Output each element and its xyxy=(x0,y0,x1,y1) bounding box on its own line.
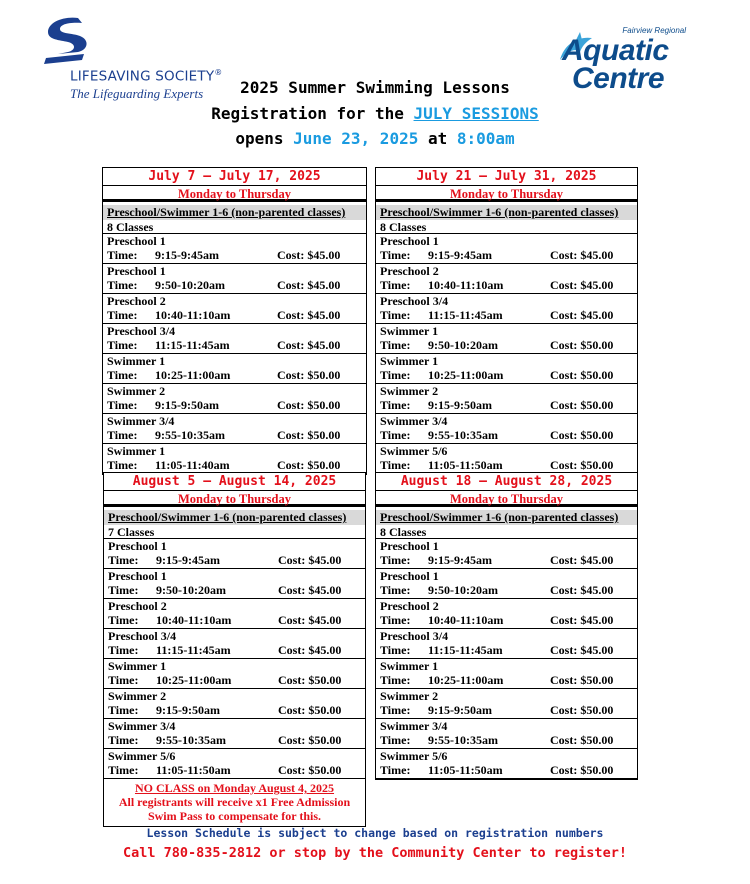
class-entry xyxy=(376,264,637,294)
class-time: 9:15-9:50am xyxy=(156,703,220,717)
july-sessions-link[interactable]: JULY SESSIONS xyxy=(413,104,539,123)
time-label: Time: xyxy=(107,398,138,412)
class-name: Preschool 1 xyxy=(107,234,166,248)
class-cost: Cost: $45.00 xyxy=(277,308,341,322)
class-time-row xyxy=(107,308,366,323)
class-time: 10:40-11:10am xyxy=(155,308,231,322)
time-label: Time: xyxy=(380,458,411,472)
class-time: 10:40-11:10am xyxy=(428,278,504,292)
class-cost: Cost: $50.00 xyxy=(277,398,341,412)
class-time-row xyxy=(380,673,637,688)
time-label: Time: xyxy=(380,308,411,322)
class-time-row xyxy=(107,248,366,263)
class-time-row xyxy=(380,338,637,353)
class-cost: Cost: $50.00 xyxy=(278,673,342,687)
class-entry xyxy=(103,294,366,324)
class-time-row xyxy=(380,248,637,263)
class-name: Preschool 1 xyxy=(380,569,439,583)
session-title: August 18 – August 28, 2025 xyxy=(376,473,637,491)
class-name: Swimmer 1 xyxy=(380,324,439,338)
class-entry xyxy=(376,659,637,689)
class-time-row xyxy=(380,583,637,598)
class-cost: Cost: $45.00 xyxy=(550,248,614,262)
class-name: Swimmer 5/6 xyxy=(380,444,448,458)
class-time: 9:50-10:20am xyxy=(156,583,226,597)
open-time: 8:00am xyxy=(456,129,515,148)
class-cost: Cost: $45.00 xyxy=(277,338,341,352)
time-label: Time: xyxy=(107,308,138,322)
time-label: Time: xyxy=(108,643,139,657)
class-name: Swimmer 5/6 xyxy=(380,749,448,763)
class-time: 9:15-9:50am xyxy=(428,703,492,717)
class-cost: Cost: $45.00 xyxy=(550,278,614,292)
class-time: 9:50-10:20am xyxy=(428,338,498,352)
time-label: Time: xyxy=(108,613,139,627)
class-time-row xyxy=(108,763,365,778)
class-cost: Cost: $45.00 xyxy=(550,553,614,567)
aquatic-centre-word-centre: Centre xyxy=(572,62,665,95)
time-label: Time: xyxy=(108,553,139,567)
class-time: 9:55-10:35am xyxy=(156,733,226,747)
class-entry xyxy=(104,719,365,749)
class-time-row xyxy=(107,458,366,473)
class-entry xyxy=(376,719,637,749)
time-label: Time: xyxy=(107,458,138,472)
time-label: Time: xyxy=(380,338,411,352)
lifesaving-society-name: LIFESAVING SOCIETY® xyxy=(70,68,223,85)
class-time: 9:15-9:45am xyxy=(156,553,220,567)
time-label: Time: xyxy=(107,338,138,352)
class-entry xyxy=(103,264,366,294)
class-count: 8 Classes xyxy=(376,220,637,234)
class-cost: Cost: $45.00 xyxy=(550,643,614,657)
class-entry xyxy=(376,294,637,324)
class-cost: Cost: $50.00 xyxy=(550,428,614,442)
class-time: 9:50-10:20am xyxy=(155,278,225,292)
class-time: 11:15-11:45am xyxy=(428,308,503,322)
class-time-row xyxy=(108,553,365,568)
time-label: Time: xyxy=(380,248,411,262)
class-name: Preschool 2 xyxy=(107,294,166,308)
class-time: 9:15-9:50am xyxy=(428,398,492,412)
class-entry xyxy=(103,354,366,384)
time-label: Time: xyxy=(107,368,138,382)
class-time: 10:25-11:00am xyxy=(428,368,504,382)
class-time: 11:15-11:45am xyxy=(155,338,230,352)
class-time-row xyxy=(108,673,365,688)
time-label: Time: xyxy=(107,428,138,442)
class-time-row xyxy=(380,368,637,383)
opens-line: opens June 23, 2025 at 8:00am xyxy=(235,129,515,148)
class-cost: Cost: $50.00 xyxy=(278,703,342,717)
class-cost: Cost: $45.00 xyxy=(278,553,342,567)
class-name: Preschool 1 xyxy=(107,264,166,278)
class-count: 8 Classes xyxy=(376,525,637,539)
class-entry xyxy=(376,444,637,474)
class-name: Preschool 1 xyxy=(108,539,167,553)
class-entry xyxy=(376,354,637,384)
class-name: Swimmer 5/6 xyxy=(108,749,176,763)
class-count: 8 Classes xyxy=(103,220,366,234)
class-time: 11:05-11:50am xyxy=(156,763,231,777)
class-time: 9:55-10:35am xyxy=(155,428,225,442)
class-time-row xyxy=(380,643,637,658)
class-name: Swimmer 1 xyxy=(107,444,166,458)
swim-pass-line: Swim Pass to compensate for this. xyxy=(147,809,322,823)
class-name: Swimmer 2 xyxy=(108,689,167,703)
time-label: Time: xyxy=(380,398,411,412)
time-label: Time: xyxy=(108,583,139,597)
class-entry xyxy=(103,384,366,414)
class-cost: Cost: $50.00 xyxy=(550,338,614,352)
time-label: Time: xyxy=(380,673,411,687)
lifesaving-tagline: The Lifeguarding Experts xyxy=(70,86,204,101)
session-days: Monday to Thursday xyxy=(104,491,365,507)
class-entry xyxy=(104,599,365,629)
class-cost: Cost: $50.00 xyxy=(550,703,614,717)
class-cost: Cost: $50.00 xyxy=(550,673,614,687)
register-call-to-action: Call 780-835-2812 or stop by the Community Center to register! xyxy=(123,845,627,861)
time-label: Time: xyxy=(380,583,411,597)
lifesaving-swoosh-icon xyxy=(38,14,90,72)
time-label: Time: xyxy=(380,553,411,567)
class-cost: Cost: $45.00 xyxy=(277,248,341,262)
session-title: August 5 – August 14, 2025 xyxy=(104,473,365,491)
category-heading: Preschool/Swimmer 1-6 (non-parented classes) xyxy=(104,510,365,525)
class-time: 10:40-11:10am xyxy=(156,613,232,627)
class-cost: Cost: $45.00 xyxy=(550,613,614,627)
class-entry xyxy=(104,539,365,569)
class-count: 7 Classes xyxy=(104,525,365,539)
category-heading: Preschool/Swimmer 1-6 (non-parented classes) xyxy=(376,205,637,220)
class-name: Swimmer 1 xyxy=(380,354,439,368)
class-cost: Cost: $45.00 xyxy=(278,613,342,627)
class-cost: Cost: $50.00 xyxy=(550,763,614,777)
time-label: Time: xyxy=(380,428,411,442)
time-label: Time: xyxy=(380,643,411,657)
time-label: Time: xyxy=(380,278,411,292)
class-entry xyxy=(103,324,366,354)
class-name: Preschool 3/4 xyxy=(380,294,449,308)
class-time-row xyxy=(108,613,365,628)
class-time: 11:15-11:45am xyxy=(428,643,503,657)
class-cost: Cost: $50.00 xyxy=(277,428,341,442)
registration-line: Registration for the JULY SESSIONS xyxy=(211,104,539,123)
class-time-row xyxy=(108,703,365,718)
class-cost: Cost: $50.00 xyxy=(277,458,341,472)
class-name: Swimmer 3/4 xyxy=(380,414,448,428)
class-cost: Cost: $50.00 xyxy=(277,368,341,382)
class-time-row xyxy=(107,398,366,413)
class-time: 9:55-10:35am xyxy=(428,428,498,442)
session-title: July 7 – July 17, 2025 xyxy=(103,168,366,186)
class-entry xyxy=(104,629,365,659)
class-time: 10:40-11:10am xyxy=(428,613,504,627)
class-time: 11:15-11:45am xyxy=(156,643,231,657)
class-entry xyxy=(376,324,637,354)
class-entry xyxy=(103,444,366,474)
class-entry xyxy=(376,234,637,264)
class-time: 11:05-11:40am xyxy=(155,458,230,472)
class-name: Swimmer 1 xyxy=(107,354,166,368)
aquatic-centre-subtitle: Fairview Regional xyxy=(622,26,686,35)
class-name: Preschool 1 xyxy=(108,569,167,583)
class-entry xyxy=(376,414,637,444)
class-time-row xyxy=(108,583,365,598)
class-time-row xyxy=(108,643,365,658)
class-entry xyxy=(104,659,365,689)
class-entry xyxy=(103,234,366,264)
class-time: 10:25-11:00am xyxy=(155,368,231,382)
class-entry xyxy=(103,414,366,444)
time-label: Time: xyxy=(107,248,138,262)
class-time: 11:05-11:50am xyxy=(428,458,503,472)
time-label: Time: xyxy=(380,368,411,382)
time-label: Time: xyxy=(108,733,139,747)
class-time-row xyxy=(380,763,637,778)
session-box-july-7 xyxy=(102,167,367,475)
class-time: 10:25-11:00am xyxy=(156,673,232,687)
class-cost: Cost: $45.00 xyxy=(277,278,341,292)
session-days: Monday to Thursday xyxy=(103,186,366,202)
time-label: Time: xyxy=(380,763,411,777)
class-name: Swimmer 2 xyxy=(380,689,439,703)
class-time: 9:55-10:35am xyxy=(428,733,498,747)
class-entry xyxy=(376,749,637,779)
time-label: Time: xyxy=(380,703,411,717)
class-time-row xyxy=(380,703,637,718)
class-time-row xyxy=(380,398,637,413)
class-name: Preschool 1 xyxy=(380,234,439,248)
class-time-row xyxy=(108,733,365,748)
aquatic-centre-word-aquatic: Aquatic xyxy=(562,34,669,67)
class-entry xyxy=(376,384,637,414)
category-heading: Preschool/Swimmer 1-6 (non-parented classes) xyxy=(103,205,366,220)
class-cost: Cost: $50.00 xyxy=(278,763,342,777)
class-name: Preschool 2 xyxy=(380,264,439,278)
class-time: 9:15-9:45am xyxy=(428,553,492,567)
class-time-row xyxy=(380,428,637,443)
class-time-row xyxy=(380,553,637,568)
class-cost: Cost: $45.00 xyxy=(550,308,614,322)
page-title: 2025 Summer Swimming Lessons xyxy=(240,78,510,97)
session-title: July 21 – July 31, 2025 xyxy=(376,168,637,186)
class-time-row xyxy=(380,613,637,628)
class-name: Swimmer 3/4 xyxy=(380,719,448,733)
class-time-row xyxy=(380,278,637,293)
class-entry xyxy=(376,599,637,629)
class-name: Swimmer 3/4 xyxy=(108,719,176,733)
class-name: Preschool 3/4 xyxy=(107,324,176,338)
class-name: Swimmer 1 xyxy=(380,659,439,673)
session-days: Monday to Thursday xyxy=(376,491,637,507)
class-name: Swimmer 2 xyxy=(380,384,439,398)
class-cost: Cost: $45.00 xyxy=(278,643,342,657)
class-time: 9:15-9:45am xyxy=(155,248,219,262)
class-cost: Cost: $50.00 xyxy=(550,368,614,382)
class-entry xyxy=(376,539,637,569)
category-heading: Preschool/Swimmer 1-6 (non-parented classes) xyxy=(376,510,637,525)
class-entry xyxy=(376,629,637,659)
time-label: Time: xyxy=(108,673,139,687)
time-label: Time: xyxy=(108,763,139,777)
no-class-notice xyxy=(104,779,365,826)
class-time-row xyxy=(107,278,366,293)
session-days: Monday to Thursday xyxy=(376,186,637,202)
time-label: Time: xyxy=(380,613,411,627)
class-name: Preschool 3/4 xyxy=(380,629,449,643)
time-label: Time: xyxy=(380,733,411,747)
class-entry xyxy=(104,569,365,599)
class-cost: Cost: $45.00 xyxy=(550,583,614,597)
class-entry xyxy=(376,689,637,719)
class-time-row xyxy=(107,428,366,443)
session-box-july-21 xyxy=(375,167,638,475)
class-name: Preschool 3/4 xyxy=(108,629,177,643)
class-name: Preschool 2 xyxy=(108,599,167,613)
class-name: Swimmer 1 xyxy=(108,659,167,673)
class-cost: Cost: $50.00 xyxy=(278,733,342,747)
class-time: 10:25-11:00am xyxy=(428,673,504,687)
free-admission-line: All registrants will receive x1 Free Admission xyxy=(118,795,351,809)
time-label: Time: xyxy=(107,278,138,292)
class-time: 9:15-9:50am xyxy=(155,398,219,412)
class-entry xyxy=(104,689,365,719)
class-time: 11:05-11:50am xyxy=(428,763,503,777)
class-cost: Cost: $50.00 xyxy=(550,733,614,747)
session-box-august-18 xyxy=(375,472,638,780)
schedule-disclaimer: Lesson Schedule is subject to change based on registration numbers xyxy=(146,826,604,840)
class-entry xyxy=(104,749,365,779)
class-name: Preschool 2 xyxy=(380,599,439,613)
class-time-row xyxy=(380,308,637,323)
class-name: Preschool 1 xyxy=(380,539,439,553)
class-name: Swimmer 3/4 xyxy=(107,414,175,428)
class-cost: Cost: $50.00 xyxy=(550,398,614,412)
class-time: 9:15-9:45am xyxy=(428,248,492,262)
class-cost: Cost: $45.00 xyxy=(278,583,342,597)
time-label: Time: xyxy=(108,703,139,717)
class-entry xyxy=(376,569,637,599)
class-cost: Cost: $50.00 xyxy=(550,458,614,472)
class-time-row xyxy=(380,733,637,748)
session-box-august-5 xyxy=(103,472,366,827)
no-class-line: NO CLASS on Monday August 4, 2025 xyxy=(134,781,335,795)
class-name: Swimmer 2 xyxy=(107,384,166,398)
class-time: 9:50-10:20am xyxy=(428,583,498,597)
class-time-row xyxy=(107,368,366,383)
class-time-row xyxy=(107,338,366,353)
class-time-row xyxy=(380,458,637,473)
open-date: June 23, 2025 xyxy=(293,129,419,148)
